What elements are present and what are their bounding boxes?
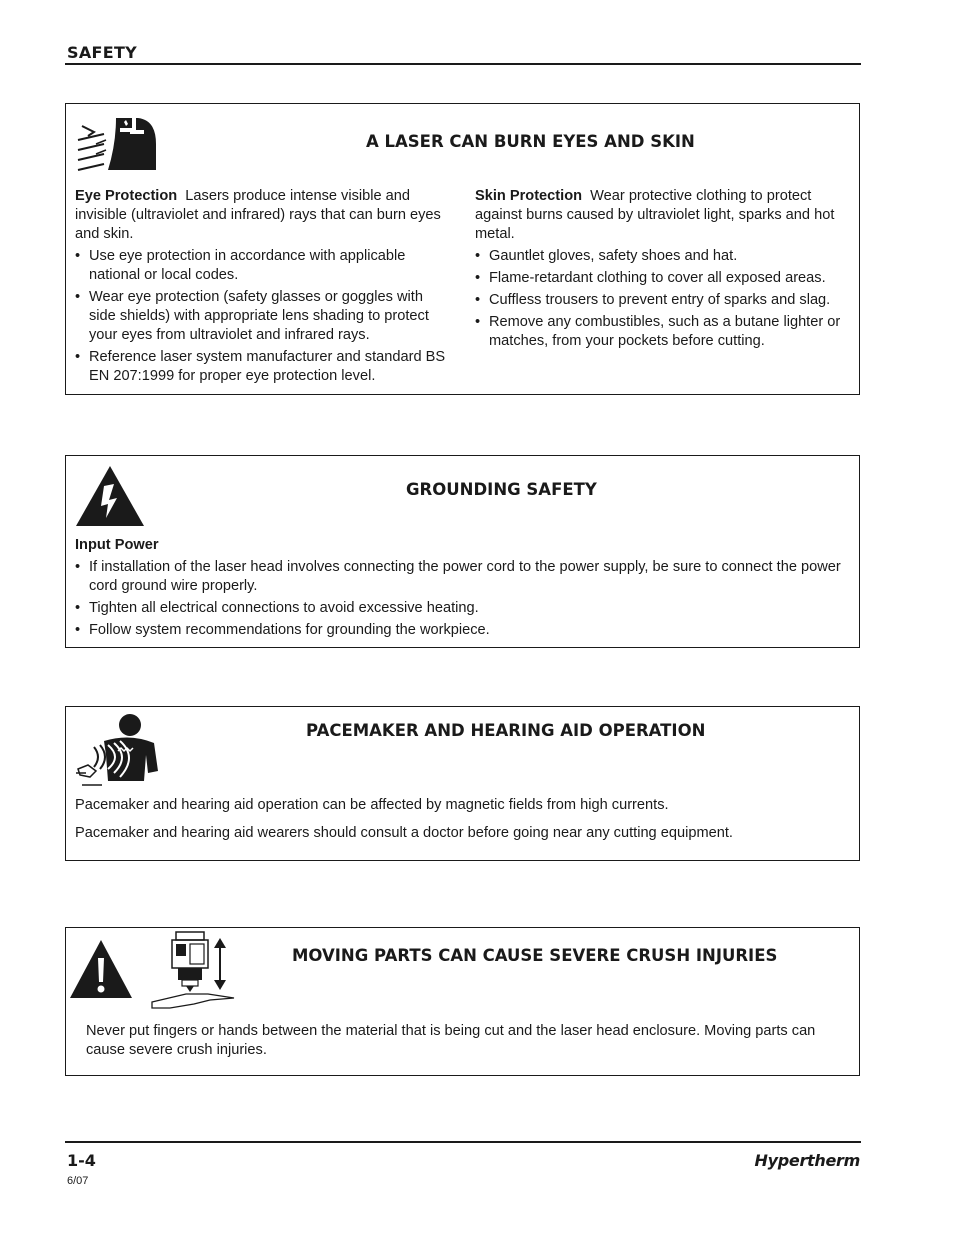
eye-protection-heading: Eye Protection <box>75 188 178 204</box>
list-item: • Follow system recommendations for grounding the workpiece. <box>75 621 845 640</box>
moving-parts-content <box>86 1022 846 1060</box>
skin-protection-list <box>475 247 853 351</box>
brand-logo: Hypertherm <box>754 1151 860 1170</box>
input-power-heading: Input Power <box>75 537 159 553</box>
paragraph: Pacemaker and hearing aid wearers should consult a doctor before going near any cutting equipment. <box>75 825 733 841</box>
list-item: • Wear eye protection (safety glasses or goggles with side shields) with appropriate lens shading to protect your eyes from ultraviolet and infrared rays. <box>75 288 451 345</box>
list-item: • Flame-retardant clothing to cover all exposed areas. <box>475 269 853 288</box>
list-item: • Use eye protection in accordance with applicable national or local codes. <box>75 247 451 285</box>
pacemaker-title: PACEMAKER AND HEARING AID OPERATION <box>306 721 706 740</box>
electrical-hazard-icon <box>74 464 146 528</box>
grounding-list <box>75 558 845 640</box>
revision-date: 6/07 <box>67 1175 89 1187</box>
list-item: • Tighten all electrical connections to avoid excessive heating. <box>75 599 845 618</box>
paragraph: Never put fingers or hands between the material that is being cut and the laser head enclosure. Moving parts can cause severe crush injuries. <box>86 1023 816 1058</box>
laser-head-crush-icon <box>150 928 240 1012</box>
skin-protection-intro: Skin Protection Wear protective clothing to protect against burns caused by ultraviolet light, sparks and hot metal. <box>475 188 835 242</box>
grounding-title: GROUNDING SAFETY <box>406 480 597 499</box>
skin-protection-column <box>475 187 853 351</box>
header-rule <box>65 63 861 65</box>
pacemaker-content <box>75 796 845 852</box>
list-item: • Gauntlet gloves, safety shoes and hat. <box>475 247 853 266</box>
pacemaker-warning-box <box>65 706 860 861</box>
laser-warning-box <box>65 103 860 395</box>
section-title: SAFETY <box>67 43 138 62</box>
list-item: • Remove any combustibles, such as a butane lighter or matches, from your pockets before cutting. <box>475 313 853 351</box>
warning-exclamation-icon <box>68 938 134 1000</box>
moving-parts-title: MOVING PARTS CAN CAUSE SEVERE CRUSH INJURIES <box>292 946 778 965</box>
grounding-warning-box <box>65 455 860 648</box>
eye-protection-list <box>75 247 451 386</box>
list-item: • If installation of the laser head involves connecting the power cord to the power supply, be sure to connect the power cord ground wire properly. <box>75 558 845 596</box>
pacemaker-person-icon <box>74 711 160 787</box>
page-number: 1-4 <box>67 1151 96 1170</box>
paragraph: Pacemaker and hearing aid operation can be affected by magnetic fields from high currents. <box>75 797 669 813</box>
face-shield-icon <box>74 114 160 176</box>
moving-parts-warning-box <box>65 927 860 1076</box>
list-item: • Cuffless trousers to prevent entry of sparks and slag. <box>475 291 853 310</box>
grounding-content <box>75 536 845 640</box>
footer-rule <box>65 1141 861 1143</box>
list-item: • Reference laser system manufacturer and standard BS EN 207:1999 for proper eye protection level. <box>75 348 451 386</box>
eye-protection-column <box>75 187 451 386</box>
laser-title: A LASER CAN BURN EYES AND SKIN <box>366 132 695 151</box>
skin-protection-heading: Skin Protection <box>475 188 583 204</box>
eye-protection-intro: Eye Protection Lasers produce intense visible and invisible (ultraviolet and infrared) rays that can burn eyes and skin. <box>75 188 441 242</box>
